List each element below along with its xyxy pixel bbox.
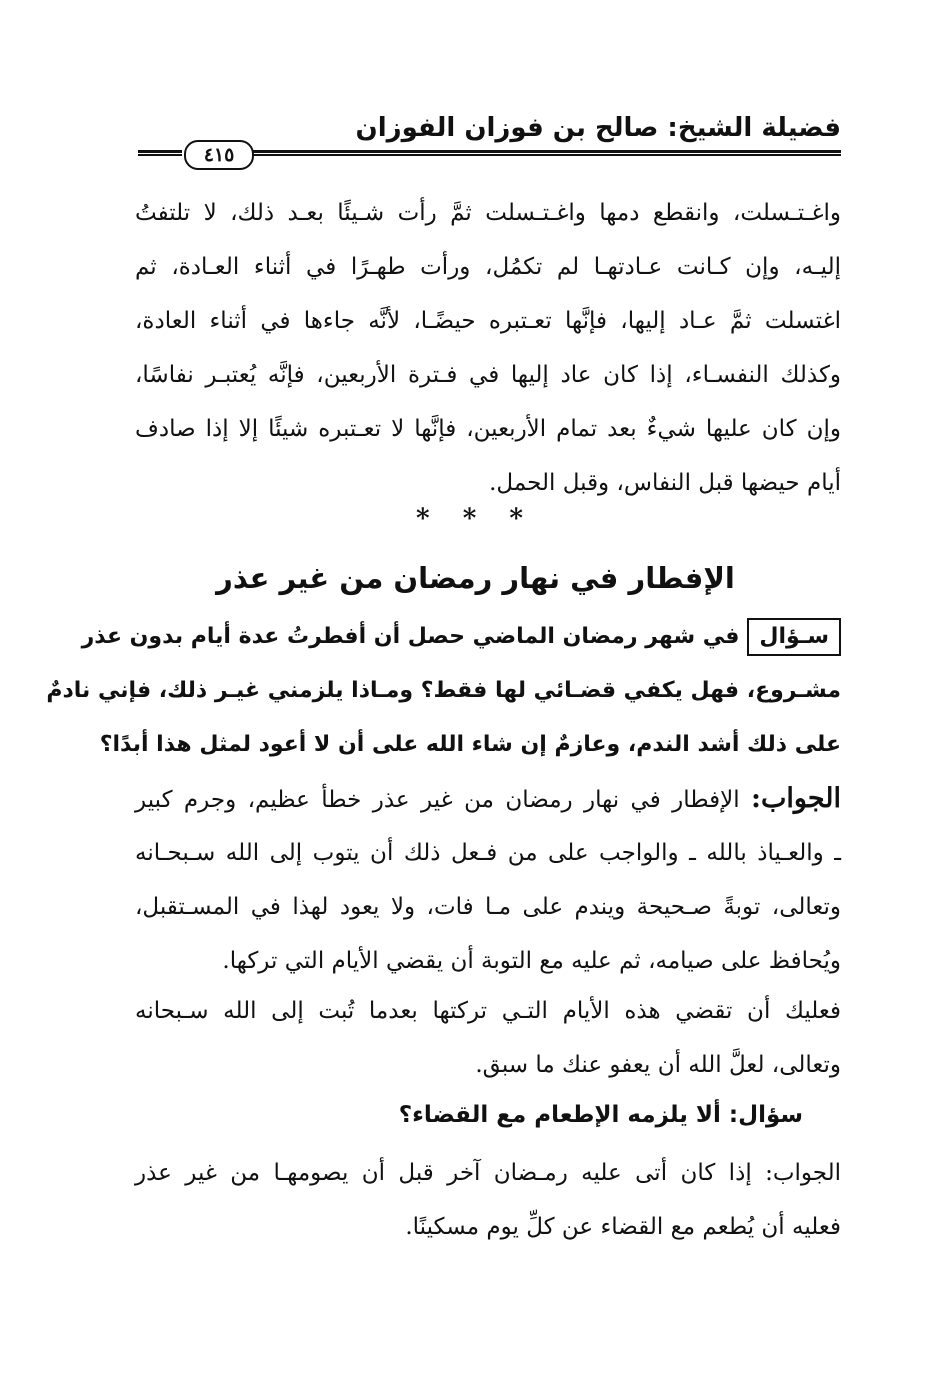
sub-answer-text: فعليه أن يُطعم مع القضاء عن كلِّ يوم مسكينًا. [405,1214,841,1240]
answer-label: الجواب: [751,783,841,814]
header-rule-short [138,150,182,156]
header-rule [252,150,841,156]
answer-text: وتعالى، لعلَّ الله أن يعفو عنك ما سبق. [475,1052,841,1078]
answer-text: ـ والعـياذ بالله ـ والواجب على من فـعل ذلك أن يتوب إلى الله سـبحـانه [135,840,841,866]
question-block [46,610,841,772]
section-heading: الإفطار في نهار رمضان من غير عذر [216,561,735,595]
text-line: أيام حيضها قبل النفاس، وقبل الحمل. [489,470,841,496]
answer-text: وتعالى، توبةً صـحيحة ويندم على مـا فات، ولا يعود لهذا في المسـتقبل، [135,894,841,920]
page-number-badge: ٤١٥ [184,140,254,170]
text-line: وإن كان عليها شيءٌ بعد تمام الأربعين، فإنَّها لا تعـتبره شيئًا إلا إذا صادف [135,416,841,442]
sub-answer-text: الجواب: إذا كان أتى عليه رمـضان آخر قبل أن يصومهـا من غير عذر [135,1160,841,1186]
section-separator: * * * [416,504,535,534]
answer-block [135,772,841,988]
running-header-title: فضيلة الشيخ: صالح بن فوزان الفوزان [355,113,841,143]
intro-paragraph [135,186,841,510]
text-line: إليـه، وإن كـانت عـادتهـا لم تكمُل، ورأت طهـرًا في أثناء العـادة، ثم [135,254,841,280]
question-label: سـؤال [747,618,841,656]
answer-text: فعليك أن تقضي هذه الأيام التـي تركتها بعدما تُبت إلى الله سـبحانه [135,998,841,1024]
text-line: اغتسلت ثمَّ عـاد إليها، فإنَّها تعـتبره حيضًـا، لأنَّه جاءها في أثناء العادة، [135,308,841,334]
answer-text: ويُحافظ على صيامه، ثم عليه مع التوبة أن يقضي الأيام التي تركها. [222,948,841,974]
question-text: في شهر رمضان الماضي حصل أن أفطرتُ عدة أيام بدون عذر [81,624,740,649]
sub-question [135,1088,841,1142]
answer-text: الإفطار في نهار رمضان من غير عذر خطأ عظيم، وجرم كبير [135,787,740,813]
text-line: واغـتـسلت، وانقطع دمها واغـتـسلت ثمَّ رأت شـيئًا بعـد ذلك، لا تلتفتُ [135,200,841,226]
sub-answer [135,1146,841,1254]
question-text: على ذلك أشد الندم، وعازمٌ إن شاء الله على أن لا أعود لمثل هذا أبدًا؟ [99,732,841,757]
sub-question-text: سؤال: ألا يلزمه الإطعام مع القضاء؟ [398,1102,803,1128]
answer-paragraph-2 [135,984,841,1092]
text-line: وكذلك النفسـاء، إذا كان عاد إليها في فـترة الأربعين، فإنَّه يُعتبـر نفاسًا، [135,362,841,388]
question-text: مشـروع، فهل يكفي قضـائي لها فقط؟ ومـاذا يلزمني غيـر ذلك، فإني نادمٌ [46,678,841,703]
